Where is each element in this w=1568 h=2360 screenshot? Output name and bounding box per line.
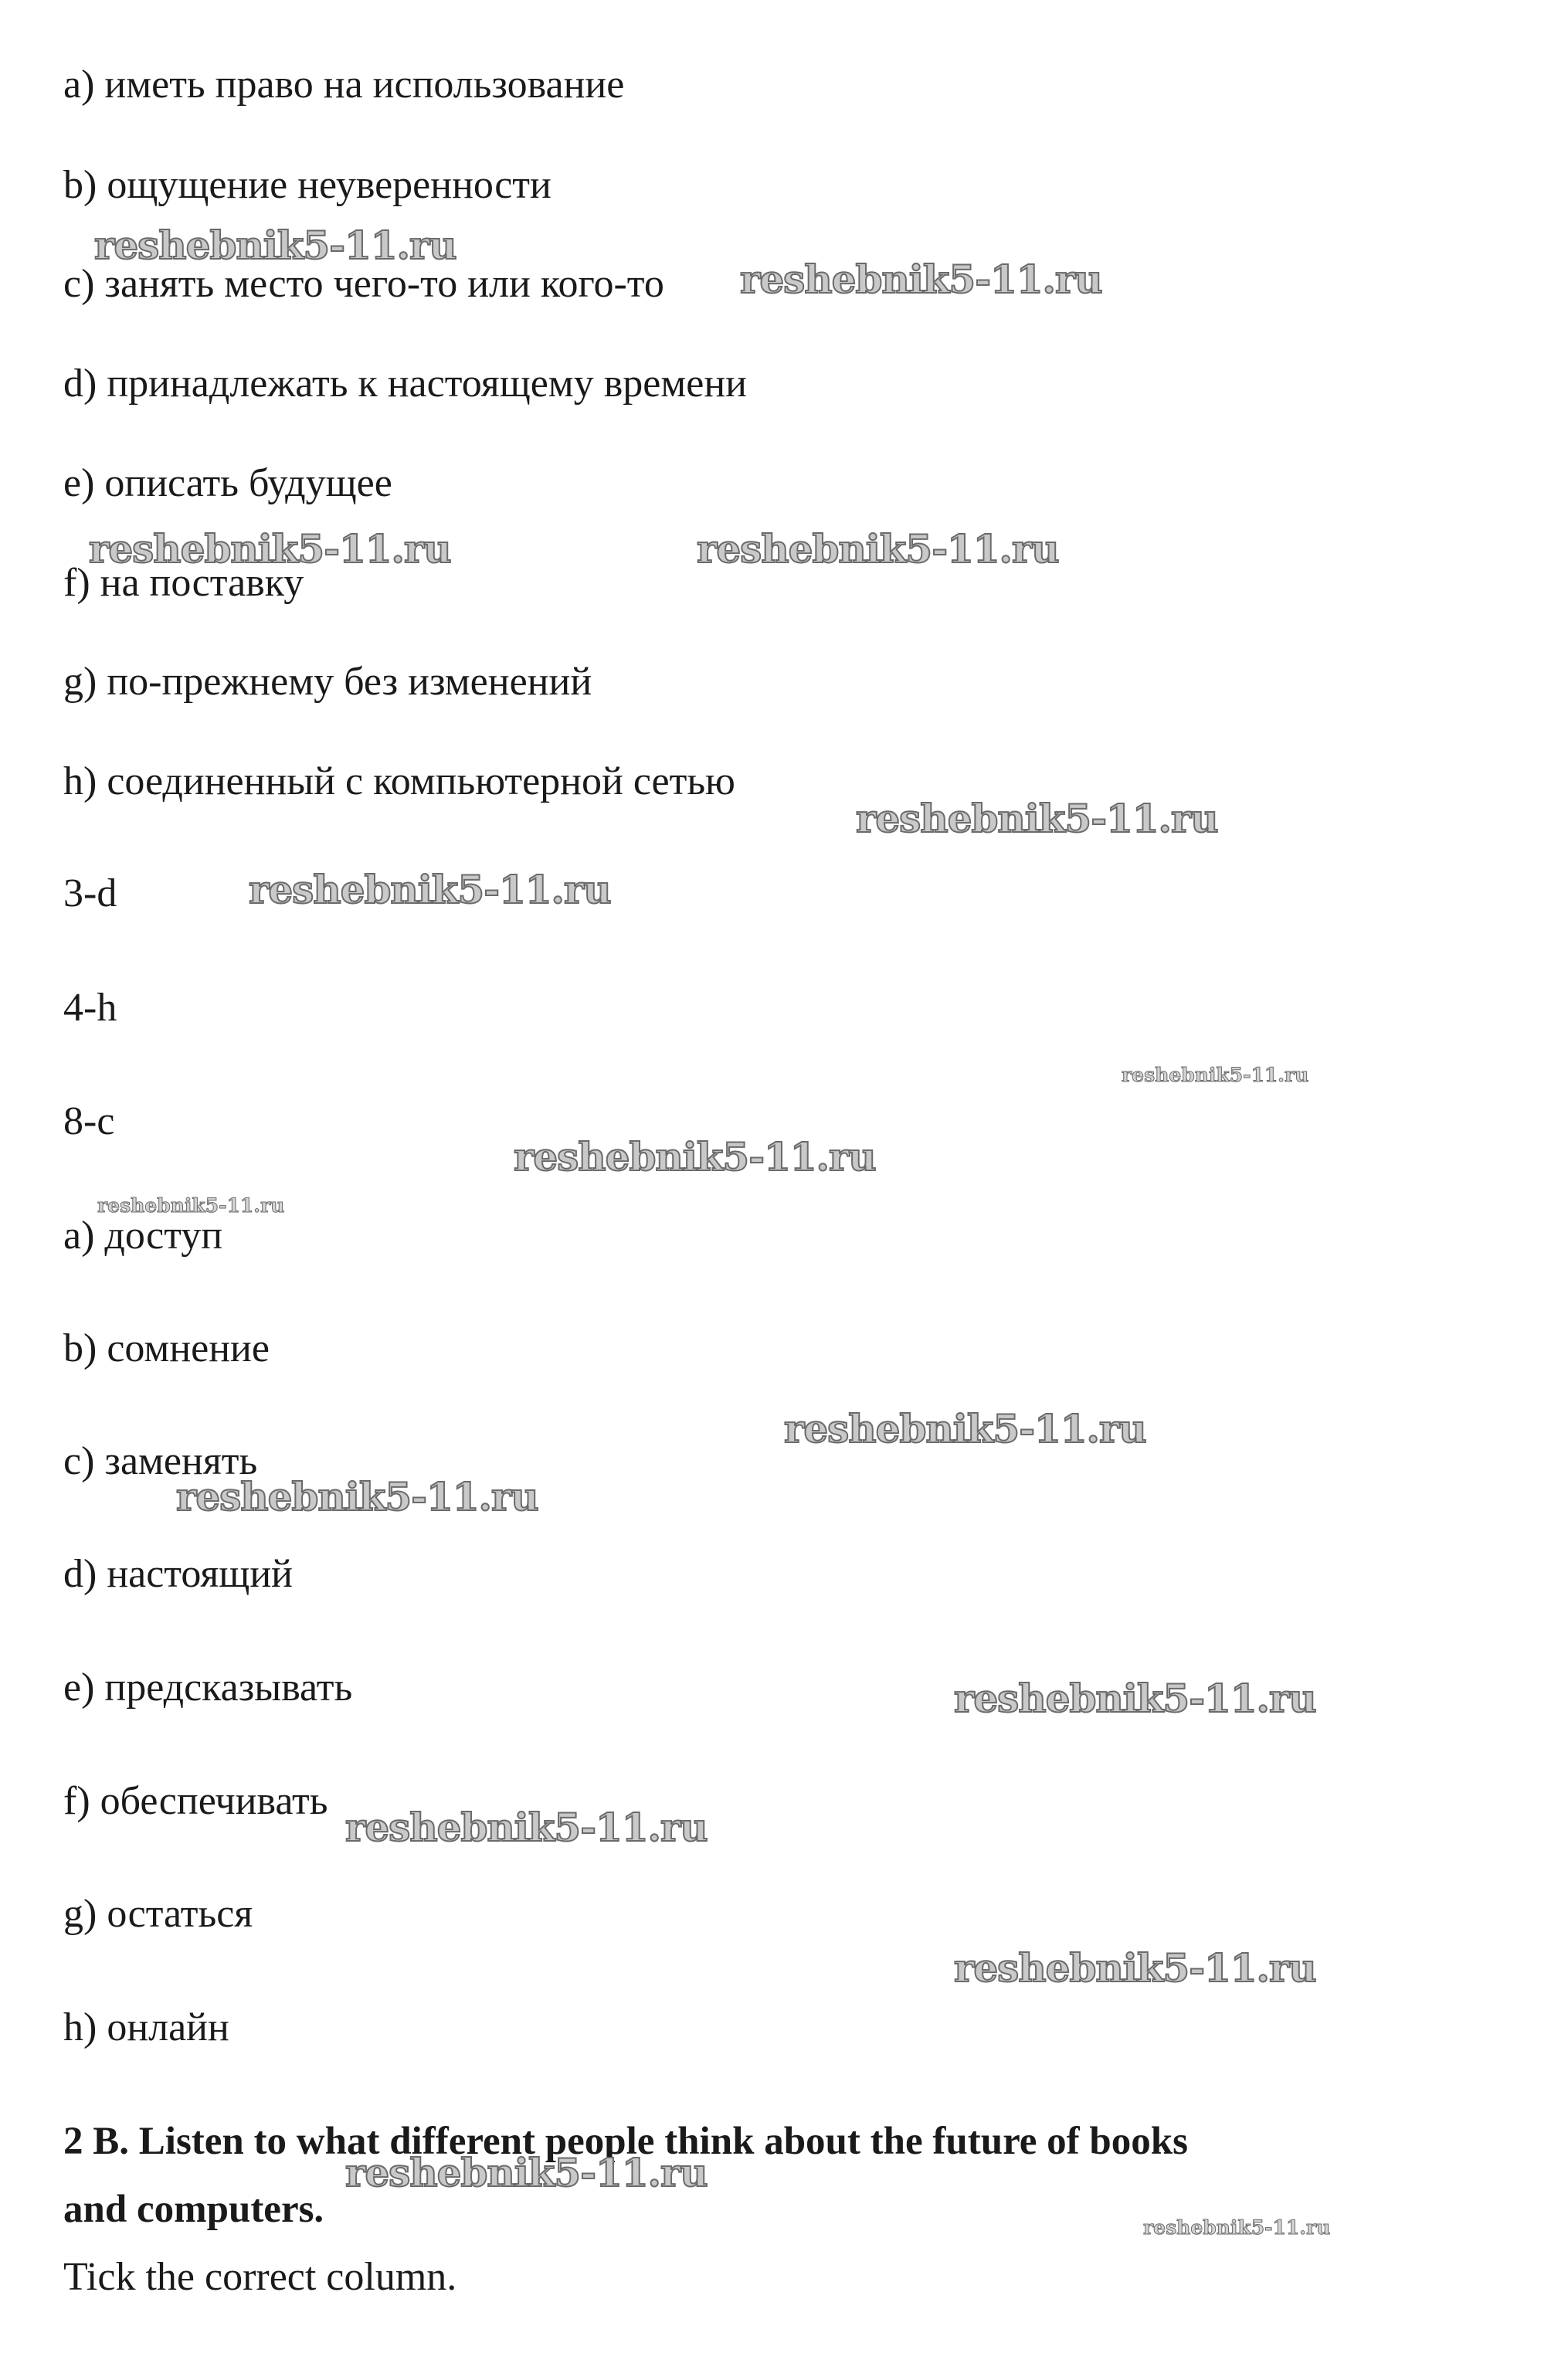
watermark: reshebnik5-11.ru (954, 1945, 1316, 1991)
watermark: reshebnik5-11.ru (249, 867, 611, 912)
task-heading-line1: 2 B. Listen to what different people think about the future of books (63, 2120, 1188, 2163)
list1-item-h: h) соединенный с компьютерной сетью (63, 759, 735, 803)
list2-item-c: c) заменять (63, 1439, 258, 1483)
watermark: reshebnik5-11.ru (697, 526, 1059, 572)
watermark: reshebnik5-11.ru (784, 1406, 1146, 1452)
list2-item-f: f) обеспечивать (63, 1779, 328, 1823)
watermark: reshebnik5-11.ru (856, 796, 1218, 841)
watermark: reshebnik5-11.ru (97, 1194, 285, 1217)
watermark: reshebnik5-11.ru (89, 526, 451, 572)
list2-item-e: e) предсказывать (63, 1666, 353, 1710)
list2-item-d: d) настоящий (63, 1552, 293, 1596)
list1-item-g: g) по-прежнему без изменений (63, 660, 592, 704)
watermark: reshebnik5-11.ru (514, 1134, 876, 1180)
list1-item-a: a) иметь право на использование (63, 63, 625, 107)
task-instruction: Tick the correct column. (63, 2255, 457, 2299)
list1-item-e: e) описать будущее (63, 461, 392, 505)
watermark: reshebnik5-11.ru (1143, 2216, 1331, 2239)
list1-item-d: d) принадлежать к настоящему времени (63, 362, 747, 406)
task-heading-line2: and computers. (63, 2188, 324, 2231)
watermark: reshebnik5-11.ru (94, 222, 456, 268)
list2-item-h: h) онлайн (63, 2005, 229, 2049)
watermark: reshebnik5-11.ru (1122, 1064, 1309, 1086)
watermark: reshebnik5-11.ru (740, 256, 1102, 302)
list1-item-b: b) ощущение неуверенности (63, 163, 552, 207)
match-4-h: 4-h (63, 986, 117, 1030)
match-3-d: 3-d (63, 871, 117, 915)
list2-item-a: a) доступ (63, 1214, 223, 1258)
watermark: reshebnik5-11.ru (345, 2150, 708, 2195)
watermark: reshebnik5-11.ru (176, 1474, 538, 1520)
list2-item-b: b) сомнение (63, 1326, 270, 1370)
list2-item-g: g) остаться (63, 1892, 253, 1936)
match-8-c: 8-c (63, 1099, 115, 1143)
list1-item-c: c) занять место чего-то или кого-то (63, 262, 664, 306)
watermark: reshebnik5-11.ru (345, 1805, 708, 1850)
list1-item-f: f) на поставку (63, 561, 304, 605)
watermark: reshebnik5-11.ru (954, 1676, 1316, 1721)
